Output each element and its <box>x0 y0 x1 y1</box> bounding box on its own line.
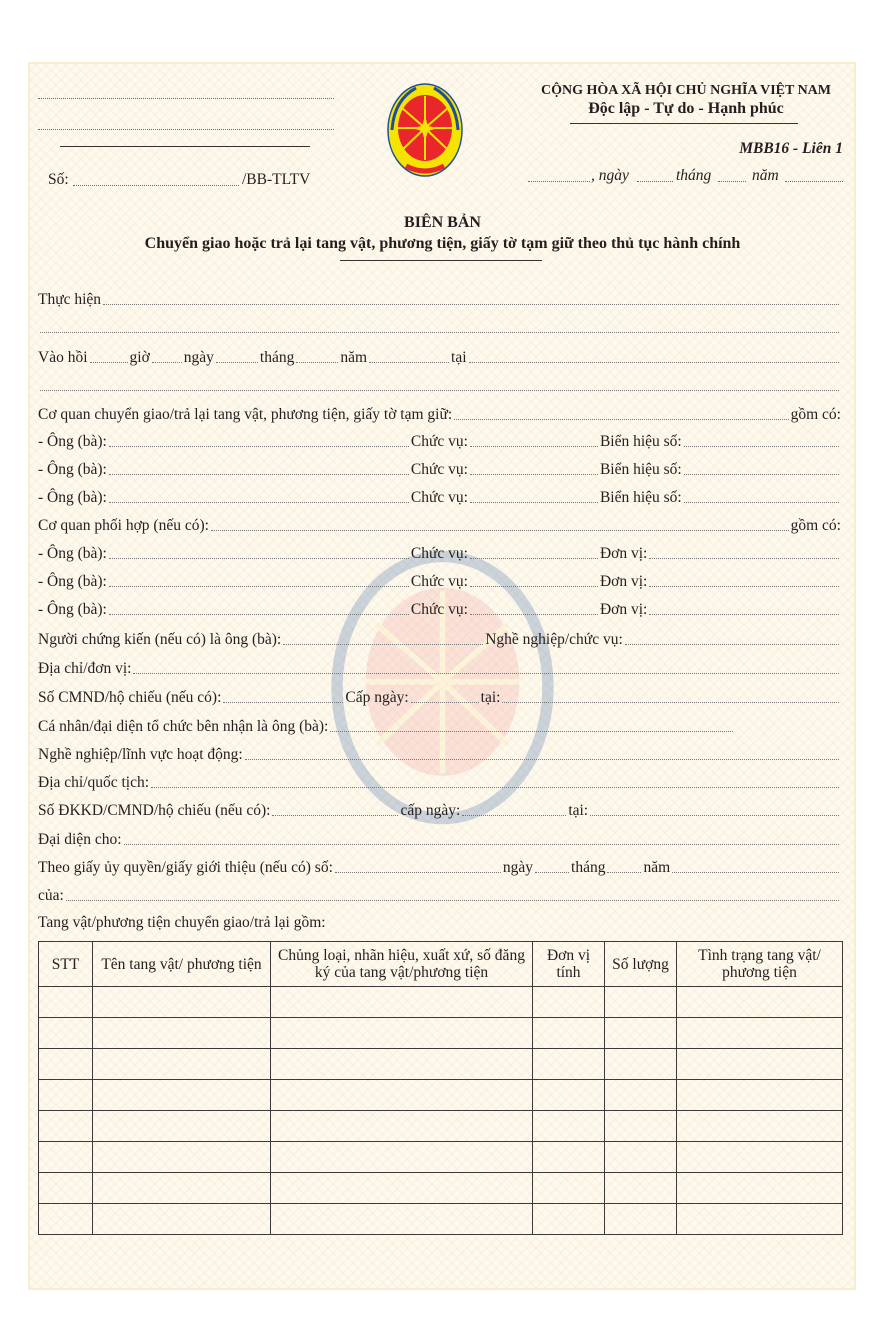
table-cell[interactable] <box>39 1111 93 1142</box>
chuc-vu-label: Chức vụ: <box>410 489 468 506</box>
dai-dien-label: Đại diện cho: <box>38 831 122 848</box>
year-field[interactable] <box>369 361 449 363</box>
table-cell[interactable] <box>677 1111 843 1142</box>
ngay-label: ngày <box>183 349 214 366</box>
table-row <box>39 1018 843 1049</box>
row-phoi-hop <box>38 515 841 535</box>
table-cell[interactable] <box>271 1111 533 1142</box>
coop-1-position-field[interactable] <box>470 557 598 559</box>
receiver-id-place-field[interactable] <box>590 814 839 816</box>
ong-ba-label: - Ông (bà): <box>38 461 107 478</box>
table-row <box>39 1173 843 1204</box>
table-cell[interactable] <box>271 987 533 1018</box>
table-cell[interactable] <box>533 1018 605 1049</box>
table-row <box>39 1049 843 1080</box>
receiver-occupation-field[interactable] <box>245 758 839 760</box>
thuc-hien-field-2[interactable] <box>40 331 839 333</box>
row-officer-3 <box>38 487 841 507</box>
table-cell[interactable] <box>533 1080 605 1111</box>
row-so-dkkd <box>38 800 841 820</box>
table-cell[interactable] <box>533 1173 605 1204</box>
table-cell[interactable] <box>605 1018 677 1049</box>
gom-co-label: gồm có: <box>790 406 841 423</box>
chuc-vu-label: Chức vụ: <box>410 601 468 618</box>
so-suffix: /BB-TLTV <box>242 171 311 188</box>
nam-label: năm <box>643 859 671 876</box>
table-cell[interactable] <box>677 1173 843 1204</box>
motto-underline <box>570 123 798 124</box>
table-cell[interactable] <box>39 1080 93 1111</box>
table-cell[interactable] <box>271 1049 533 1080</box>
tai-label: tại: <box>480 689 501 706</box>
date-ngay-label: , ngày <box>591 167 629 184</box>
co-quan-field[interactable] <box>454 418 788 420</box>
hour-field[interactable] <box>90 361 128 363</box>
tang-vat-label: Tang vật/phương tiện chuyển giao/trả lại gồm: <box>38 914 326 931</box>
gio-label: giờ <box>129 349 150 366</box>
col-chung-loai: Chủng loại, nhãn hiệu, xuất xứ, số đăng ký của tang vật/phương tiện <box>271 942 533 987</box>
table-cell[interactable] <box>271 1080 533 1111</box>
officer-2-badge-field[interactable] <box>684 473 839 475</box>
cap-ngay-label: cấp ngày: <box>400 802 461 819</box>
witness-id-place-field[interactable] <box>502 701 839 703</box>
phoi-hop-label: Cơ quan phối hợp (nếu có): <box>38 517 209 534</box>
table-cell[interactable] <box>93 1173 271 1204</box>
table-cell[interactable] <box>605 987 677 1018</box>
receiver-name-field[interactable] <box>330 730 733 732</box>
table-cell[interactable] <box>677 1018 843 1049</box>
auth-month-field[interactable] <box>607 871 641 873</box>
officer-2-name-field[interactable] <box>109 473 409 475</box>
table-row <box>39 1204 843 1235</box>
coop-2-name-field[interactable] <box>109 585 409 587</box>
row-officer-2 <box>38 459 841 479</box>
table-cell[interactable] <box>39 1204 93 1235</box>
thang-label: tháng <box>259 349 295 366</box>
table-cell[interactable] <box>271 1204 533 1235</box>
coop-3-unit-field[interactable] <box>649 613 839 615</box>
table-cell[interactable] <box>533 1111 605 1142</box>
form-code: MBB16 - Liên 1 <box>739 140 843 157</box>
date-nam-label: năm <box>752 167 779 184</box>
ngay-label: ngày <box>502 859 534 876</box>
tai-label: tại <box>451 349 467 366</box>
row-dia-chi-quoc-tich <box>38 772 841 792</box>
ong-ba-label: - Ông (bà): <box>38 433 107 450</box>
nation-name: CỘNG HÒA XÃ HỘI CHỦ NGHĨA VIỆT NAM <box>540 83 831 98</box>
witness-id-date-field[interactable] <box>411 701 479 703</box>
col-tinh-trang: Tình trạng tang vật/ phương tiện <box>677 942 843 987</box>
table-row <box>39 1080 843 1111</box>
chung-kien-label: Người chứng kiến (nếu có) là ông (bà): <box>38 631 282 648</box>
header-divider <box>60 146 310 147</box>
co-quan-label: Cơ quan chuyển giao/trả lại tang vật, phương tiện, giấy tờ tạm giữ: <box>38 406 453 423</box>
so-dkkd-label: Số ĐKKD/CMND/hộ chiếu (nếu có): <box>38 802 271 819</box>
row-thuc-hien <box>38 289 841 309</box>
table-cell[interactable] <box>605 1049 677 1080</box>
table-cell[interactable] <box>93 987 271 1018</box>
ben-nhan-label: Cá nhân/đại diện tổ chức bên nhận là ông (bà): <box>38 718 329 735</box>
table-cell[interactable] <box>93 1204 271 1235</box>
month-field[interactable] <box>296 361 338 363</box>
coop-3-name-field[interactable] <box>109 613 409 615</box>
coop-1-unit-field[interactable] <box>649 557 839 559</box>
national-motto: Độc lập - Tự do - Hạnh phúc <box>588 100 784 117</box>
bien-hieu-label: Biển hiệu số: <box>599 433 682 450</box>
table-row <box>39 1142 843 1173</box>
table-cell[interactable] <box>605 1173 677 1204</box>
table-cell[interactable] <box>533 1142 605 1173</box>
witness-job-field[interactable] <box>625 643 839 645</box>
place-field[interactable] <box>528 181 590 182</box>
gom-co-label: gồm có: <box>790 517 841 534</box>
nam-label: năm <box>340 349 368 366</box>
location-field-2[interactable] <box>40 389 839 391</box>
cua-label: của: <box>38 887 64 904</box>
table-cell[interactable] <box>39 1142 93 1173</box>
row-dia-chi-don-vi <box>38 658 841 678</box>
date-day-field[interactable] <box>637 181 673 182</box>
table-cell[interactable] <box>271 1173 533 1204</box>
row-location-2 <box>38 375 841 395</box>
row-nghe-linh-vuc <box>38 744 841 764</box>
don-vi-label: Đơn vị: <box>599 545 648 562</box>
officer-1-name-field[interactable] <box>109 445 409 447</box>
vao-hoi-label: Vào hồi <box>38 349 88 366</box>
table-cell[interactable] <box>533 1049 605 1080</box>
chuc-vu-label: Chức vụ: <box>410 461 468 478</box>
receiver-address-field[interactable] <box>151 786 839 788</box>
date-year-field[interactable] <box>785 181 843 182</box>
nghe-chuc-vu-label: Nghề nghiệp/chức vụ: <box>485 631 623 648</box>
table-cell[interactable] <box>39 1173 93 1204</box>
witness-id-field[interactable] <box>223 701 343 703</box>
thang-label: tháng <box>571 859 606 876</box>
nghe-linh-vuc-label: Nghề nghiệp/lĩnh vực hoạt động: <box>38 746 243 763</box>
table-cell[interactable] <box>93 1080 271 1111</box>
dia-chi-don-vi-label: Địa chỉ/đơn vị: <box>38 660 132 677</box>
table-row <box>39 1111 843 1142</box>
table-cell[interactable] <box>533 987 605 1018</box>
row-co-quan <box>38 404 841 424</box>
coop-2-unit-field[interactable] <box>649 585 839 587</box>
table-cell[interactable] <box>93 1049 271 1080</box>
date-thang-label: tháng <box>676 167 712 184</box>
bien-hieu-label: Biển hiệu số: <box>599 461 682 478</box>
title-underline <box>340 260 542 261</box>
chuc-vu-label: Chức vụ: <box>410 573 468 590</box>
table-cell[interactable] <box>605 1204 677 1235</box>
row-dai-dien <box>38 829 841 849</box>
table-cell[interactable] <box>533 1204 605 1235</box>
row-chung-kien <box>38 629 841 649</box>
authorization-no-field[interactable] <box>335 871 501 873</box>
so-field[interactable] <box>73 185 239 186</box>
table-cell[interactable] <box>39 1018 93 1049</box>
officer-1-position-field[interactable] <box>470 445 598 447</box>
issuer-field[interactable] <box>66 899 839 901</box>
phoi-hop-field[interactable] <box>211 529 789 531</box>
witness-name-field[interactable] <box>283 643 483 645</box>
document-title: BIÊN BẢN <box>404 214 481 231</box>
table-cell[interactable] <box>39 987 93 1018</box>
table-cell[interactable] <box>271 1142 533 1173</box>
chuc-vu-label: Chức vụ: <box>410 545 468 562</box>
items-table <box>38 941 843 1235</box>
col-don-vi: Đơn vị tính <box>533 942 605 987</box>
table-cell[interactable] <box>605 1111 677 1142</box>
table-cell[interactable] <box>271 1018 533 1049</box>
table-cell[interactable] <box>677 987 843 1018</box>
ong-ba-label: - Ông (bà): <box>38 573 107 590</box>
row-coop-1 <box>38 543 841 563</box>
row-cua <box>38 885 841 905</box>
ong-ba-label: - Ông (bà): <box>38 601 107 618</box>
officer-3-position-field[interactable] <box>470 501 598 503</box>
col-so-luong: Số lượng <box>605 942 677 987</box>
officer-1-badge-field[interactable] <box>684 445 839 447</box>
represent-field[interactable] <box>124 843 839 845</box>
officer-3-badge-field[interactable] <box>684 501 839 503</box>
location-field[interactable] <box>469 361 839 363</box>
officer-2-position-field[interactable] <box>470 473 598 475</box>
document-subtitle: Chuyển giao hoặc trả lại tang vật, phương tiện, giấy tờ tạm giữ theo thủ tục hành chính <box>144 235 741 252</box>
table-cell[interactable] <box>677 1080 843 1111</box>
table-cell[interactable] <box>93 1111 271 1142</box>
dia-chi-quoc-tich-label: Địa chỉ/quốc tịch: <box>38 774 150 791</box>
coop-3-position-field[interactable] <box>470 613 598 615</box>
thuc-hien-label: Thực hiện <box>38 291 102 308</box>
so-label: Số: <box>48 171 69 188</box>
table-row <box>39 987 843 1018</box>
table-cell[interactable] <box>93 1018 271 1049</box>
row-coop-2 <box>38 571 841 591</box>
agency-line-2[interactable] <box>38 129 334 130</box>
col-stt: STT <box>39 942 93 987</box>
tai-label: tại: <box>568 802 589 819</box>
don-vi-label: Đơn vị: <box>599 573 648 590</box>
table-cell[interactable] <box>39 1049 93 1080</box>
ong-ba-label: - Ông (bà): <box>38 489 107 506</box>
agency-line-1[interactable] <box>38 98 334 99</box>
thuc-hien-field[interactable] <box>103 303 839 305</box>
cap-ngay-label: Cấp ngày: <box>345 689 409 706</box>
row-thuc-hien-2 <box>38 317 841 337</box>
witness-address-field[interactable] <box>133 672 839 674</box>
ong-ba-label: - Ông (bà): <box>38 545 107 562</box>
table-cell[interactable] <box>605 1080 677 1111</box>
row-ben-nhan <box>38 716 735 736</box>
table-cell[interactable] <box>677 1142 843 1173</box>
auth-day-field[interactable] <box>535 871 569 873</box>
col-ten: Tên tang vật/ phương tiện <box>93 942 271 987</box>
row-coop-3 <box>38 599 841 619</box>
receiver-id-field[interactable] <box>272 814 398 816</box>
row-so-cmnd <box>38 687 841 707</box>
chuc-vu-label: Chức vụ: <box>410 433 468 450</box>
table-cell[interactable] <box>677 1204 843 1235</box>
bien-hieu-label: Biển hiệu số: <box>599 489 682 506</box>
day-field[interactable] <box>216 361 258 363</box>
row-vao-hoi <box>38 347 841 367</box>
uy-quyen-label: Theo giấy ủy quyền/giấy giới thiệu (nếu có) số: <box>38 859 333 876</box>
table-header-row <box>39 942 843 987</box>
row-uy-quyen <box>38 857 841 877</box>
so-cmnd-label: Số CMND/hộ chiếu (nếu có): <box>38 689 222 706</box>
minute-field[interactable] <box>152 361 182 363</box>
auth-year-field[interactable] <box>672 871 839 873</box>
coop-2-position-field[interactable] <box>470 585 598 587</box>
table-cell[interactable] <box>605 1142 677 1173</box>
receiver-id-date-field[interactable] <box>462 814 566 816</box>
don-vi-label: Đơn vị: <box>599 601 648 618</box>
date-month-field[interactable] <box>718 181 746 182</box>
police-emblem-icon <box>386 80 464 180</box>
coop-1-name-field[interactable] <box>109 557 409 559</box>
table-cell[interactable] <box>93 1142 271 1173</box>
row-officer-1 <box>38 431 841 451</box>
table-cell[interactable] <box>677 1049 843 1080</box>
officer-3-name-field[interactable] <box>109 501 409 503</box>
